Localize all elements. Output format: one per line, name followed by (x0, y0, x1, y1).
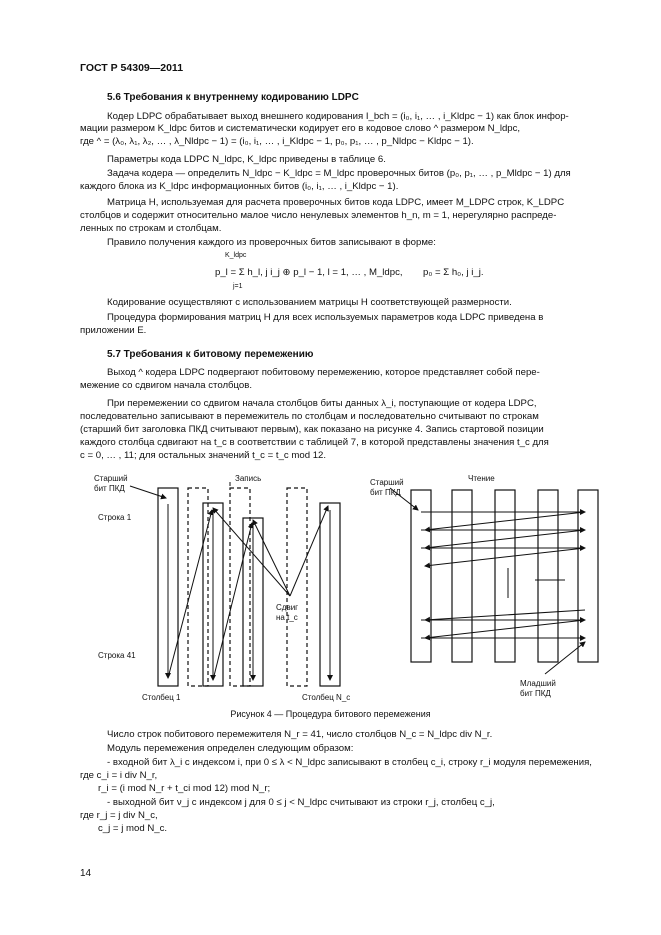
after-line2: Модуль перемежения определен следующим образом: (107, 743, 354, 754)
figure-caption: Рисунок 4 — Процедура битового перемежения (230, 709, 431, 719)
read-return-5 (425, 620, 585, 638)
s57-para2-line1: При перемежении со сдвигом начала столбцов биты данных λ_i, поступающие от кодера LDPC, (107, 398, 537, 409)
s56-para3-line1: Задача кодера — определить N_ldpc − K_ldpc = M_ldpc проверочных битов (p₀, p₁, … , p_Mldpc − 1) для (107, 168, 571, 179)
lsb-label-line2: бит ПКД (520, 689, 551, 698)
after-line1: Число строк побитового перемежителя N_r = 41, число столбцов N_c = N_ldpc div N_r. (107, 729, 493, 740)
shift-label-line2: на t_c (276, 613, 298, 622)
msb-label-line2: бит ПКД (94, 484, 125, 493)
after-line6: - выходной бит ν_j с индексом j для 0 ≤ j < N_ldpc считывают из строки r_j, столбец c_j, (107, 797, 495, 808)
interleaving-figure (80, 468, 600, 704)
read-column-2 (452, 490, 472, 662)
read-arrows (390, 488, 585, 674)
read-column-5 (578, 490, 598, 662)
s56-para4-line3: ленных по строкам и столбцам. (80, 223, 222, 234)
s57-para2-line3: (старший бит заголовка ПКД считывают первым), как показано на рисунке 4. Запись стартовой позиции (80, 424, 544, 435)
write-label: Запись (235, 474, 262, 483)
s56-para1-line1: Кодер LDPC обрабатывает выход внешнего кодирования I_bch = (i₀, i₁, … , i_Kldpc − 1) как блок инфор- (107, 111, 569, 122)
s56-para6: Кодирование осуществляют с использованием матрицы H соответствующей размерности. (107, 297, 512, 308)
msb-label-line1: Старший (94, 474, 128, 483)
shift-pointer-2 (253, 520, 290, 596)
write-column-6-dashed (287, 488, 307, 686)
read-column-1 (411, 490, 431, 662)
read-return-1 (425, 512, 585, 530)
after-line3: - входной бит λ_i с индексом i, при 0 ≤ λ < N_ldpc записывают в столбец c_i, строку r_i модуля перемежения, (107, 757, 592, 768)
formula-right: p₀ = Σ h₀, j i_j. (423, 267, 484, 278)
row1-label: Строка 1 (98, 513, 132, 522)
s56-para7-line1: Процедура формирования матриц H для всех используемых параметров кода LDPC приведена в (107, 312, 544, 323)
shift-label-line1: Сдвиг (276, 603, 299, 612)
read-return-2 (425, 530, 585, 548)
shift-pointer-3 (290, 506, 328, 596)
section-5-7-title: 5.7 Требования к битовому перемежению (107, 349, 314, 360)
read-return-4 (425, 610, 585, 620)
read-column-3 (495, 490, 515, 662)
formula-left: p_l = Σ h_l, j i_j ⊕ p_l − 1, l = 1, … , M_ldpc, (215, 267, 403, 278)
after-line8: c_j = j mod N_c. (98, 823, 168, 834)
formula-sum-top: K_ldpc (225, 252, 247, 259)
page-number: 14 (80, 868, 92, 879)
read-return-3 (425, 548, 585, 566)
formula-sum-bottom: j=1 (233, 283, 243, 290)
s57-para2-line2: последовательно записывают в перемежитель по столбцам и последовательно считывают по строкам (80, 411, 539, 422)
write-column-2-dashed (188, 488, 208, 686)
colnc-label: Столбец N_c (302, 693, 351, 702)
after-line4: где c_i = i div N_r, (80, 770, 158, 781)
s57-para2-line5: c = 0, … , 11; для остальных значений t_c = t_c mod 12. (80, 450, 327, 461)
s57-para1-line1: Выход ^ кодера LDPC подвергают побитовому перемежению, которое представляет собой пере- (107, 367, 540, 378)
s56-para7-line2: приложении Е. (80, 325, 147, 336)
after-line7: где r_j = j div N_c, (80, 810, 158, 821)
document-header: ГОСТ Р 54309—2011 (80, 62, 184, 74)
s57-para1-line2: межение со сдвигом начала столбцов. (80, 380, 253, 391)
read-msb-label-line1: Старший (370, 478, 404, 487)
s56-para4-line1: Матрица H, используемая для расчета проверочных битов кода LDPC, имеет M_LDPC строк, K_LDPC (107, 197, 565, 208)
read-msb-label-line2: бит ПКД (370, 488, 401, 497)
shift-pointer-1 (213, 508, 290, 596)
write-columns (158, 488, 340, 686)
lsb-label-line1: Младший (520, 679, 556, 688)
row41-label: Строка 41 (98, 651, 136, 660)
lsb-pointer (545, 642, 585, 674)
s56-para5: Правило получения каждого из проверочных битов записывают в форме: (107, 237, 436, 248)
s56-para1-line3: где ^ = (λ₀, λ₁, λ₂, … , λ_Nldpc − 1) = (i₀, i₁, … , i_Kldpc − 1, p₀, p₁, … , p_Nldpc − Kldpc − 1). (80, 136, 474, 147)
s56-para2: Параметры кода LDPC N_ldpc, K_ldpc приведены в таблице 6. (107, 154, 386, 165)
parity-formula (215, 252, 515, 297)
section-5-6-title: 5.6 Требования к внутреннему кодированию LDPC (107, 92, 359, 103)
s56-para3-line2: каждого блока из K_ldpc информационных битов (i₀, i₁, … , i_Kldpc − 1). (80, 181, 399, 192)
write-arrow-diag1 (168, 510, 212, 678)
s56-para4-line2: столбцов и содержит относительно малое число ненулевых элементов h_n, m = 1, нерегулярно распреде- (80, 210, 557, 221)
s57-para2-line4: каждого столбца сдвигают на t_c в соответствии с таблицей 7, в которой представлены значения t_c для (80, 437, 549, 448)
col1-label: Столбец 1 (142, 693, 181, 702)
s56-para1-line2: мации размером K_ldpc битов и систематически кодирует его в кодовое слово ^ размером N_ldpc, (80, 123, 521, 134)
after-line5: r_i = (i mod N_r + t_ci mod 12) mod N_r; (98, 783, 271, 794)
read-label: Чтение (468, 474, 495, 483)
